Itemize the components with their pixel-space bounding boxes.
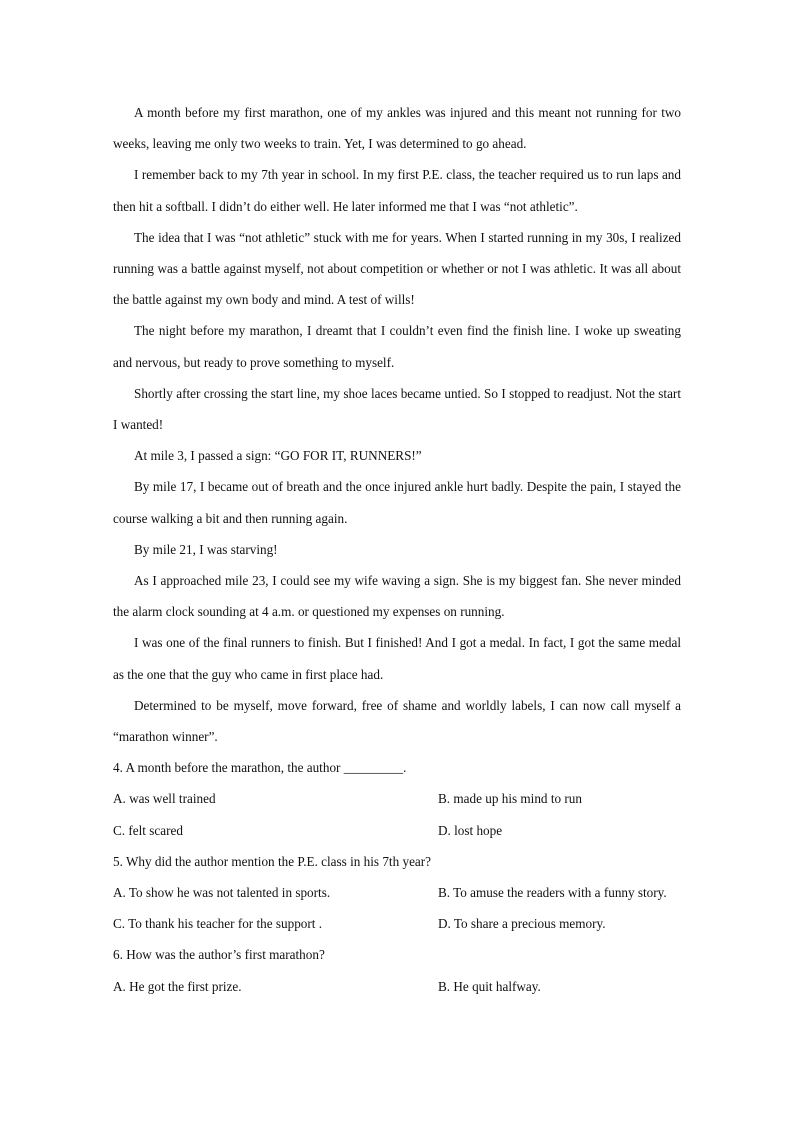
question-6-options (113, 971, 681, 1002)
question-5-option-c: C. To thank his teacher for the support . (113, 916, 323, 932)
passage-paragraph-6: At mile 3, I passed a sign: “GO FOR IT, RUNNERS!” (134, 448, 422, 464)
question-5-option-b: B. To amuse the readers with a funny story. (438, 885, 667, 901)
passage-paragraph-7: By mile 17, I became out of breath and the once injured ankle hurt badly. Despite the pain, I stayed the course walking a bit and then running again. (113, 479, 681, 526)
question-4-option-b: B. made up his mind to run (438, 791, 582, 807)
passage-paragraph-10: I was one of the final runners to finish. But I finished! And I got a medal. In fact, I got the same medal as the one that the guy who came in first place had. (113, 635, 681, 682)
question-5-stem: 5. Why did the author mention the P.E. class in his 7th year? (113, 853, 432, 869)
question-4-options (113, 783, 681, 845)
passage-paragraph-2: I remember back to my 7th year in school. In my first P.E. class, the teacher required us to run laps and then hit a softball. I didn’t do either well. He later informed me that I was “not athletic”. (113, 167, 681, 214)
question-5-option-a: A. To show he was not talented in sports. (113, 885, 331, 901)
passage-paragraph-1: A month before my first marathon, one of my ankles was injured and this meant not running for two weeks, leaving me only two weeks to train. Yet, I was determined to go ahead. (113, 105, 681, 152)
question-6-stem: 6. How was the author’s first marathon? (113, 947, 325, 963)
passage-paragraph-3: The idea that I was “not athletic” stuck with me for years. When I started running in my 30s, I realized running was a battle against myself, not about competition or whether or not I was athletic. It was all about the battle against my own body and mind. A test of wills! (113, 229, 681, 308)
document-content (113, 97, 681, 1002)
passage-paragraph-11: Determined to be myself, move forward, free of shame and worldly labels, I can now call myself a “marathon winner”. (113, 697, 681, 745)
question-5-options (113, 877, 681, 939)
question-4-option-d: D. lost hope (438, 822, 503, 838)
passage-paragraph-9: As I approached mile 23, I could see my wife waving a sign. She is my biggest fan. She never minded the alarm clock sounding at 4 a.m. or questioned my expenses on running. (113, 573, 681, 620)
question-4-stem: 4. A month before the marathon, the author _________. (113, 760, 407, 776)
question-4-option-a: A. was well trained (113, 791, 216, 807)
passage-paragraph-8: By mile 21, I was starving! (134, 541, 278, 557)
question-4-option-c: C. felt scared (113, 822, 183, 838)
passage-paragraph-4: The night before my marathon, I dreamt that I couldn’t even find the finish line. I woke up sweating and nervous, but ready to prove something to myself. (113, 323, 681, 370)
question-6-option-b: B. He quit halfway. (438, 978, 541, 994)
question-6-option-a: A. He got the first prize. (113, 978, 242, 994)
question-5-option-d: D. To share a precious memory. (438, 916, 606, 932)
passage-paragraph-5: Shortly after crossing the start line, my shoe laces became untied. So I stopped to readjust. Not the start I wanted! (113, 385, 681, 433)
